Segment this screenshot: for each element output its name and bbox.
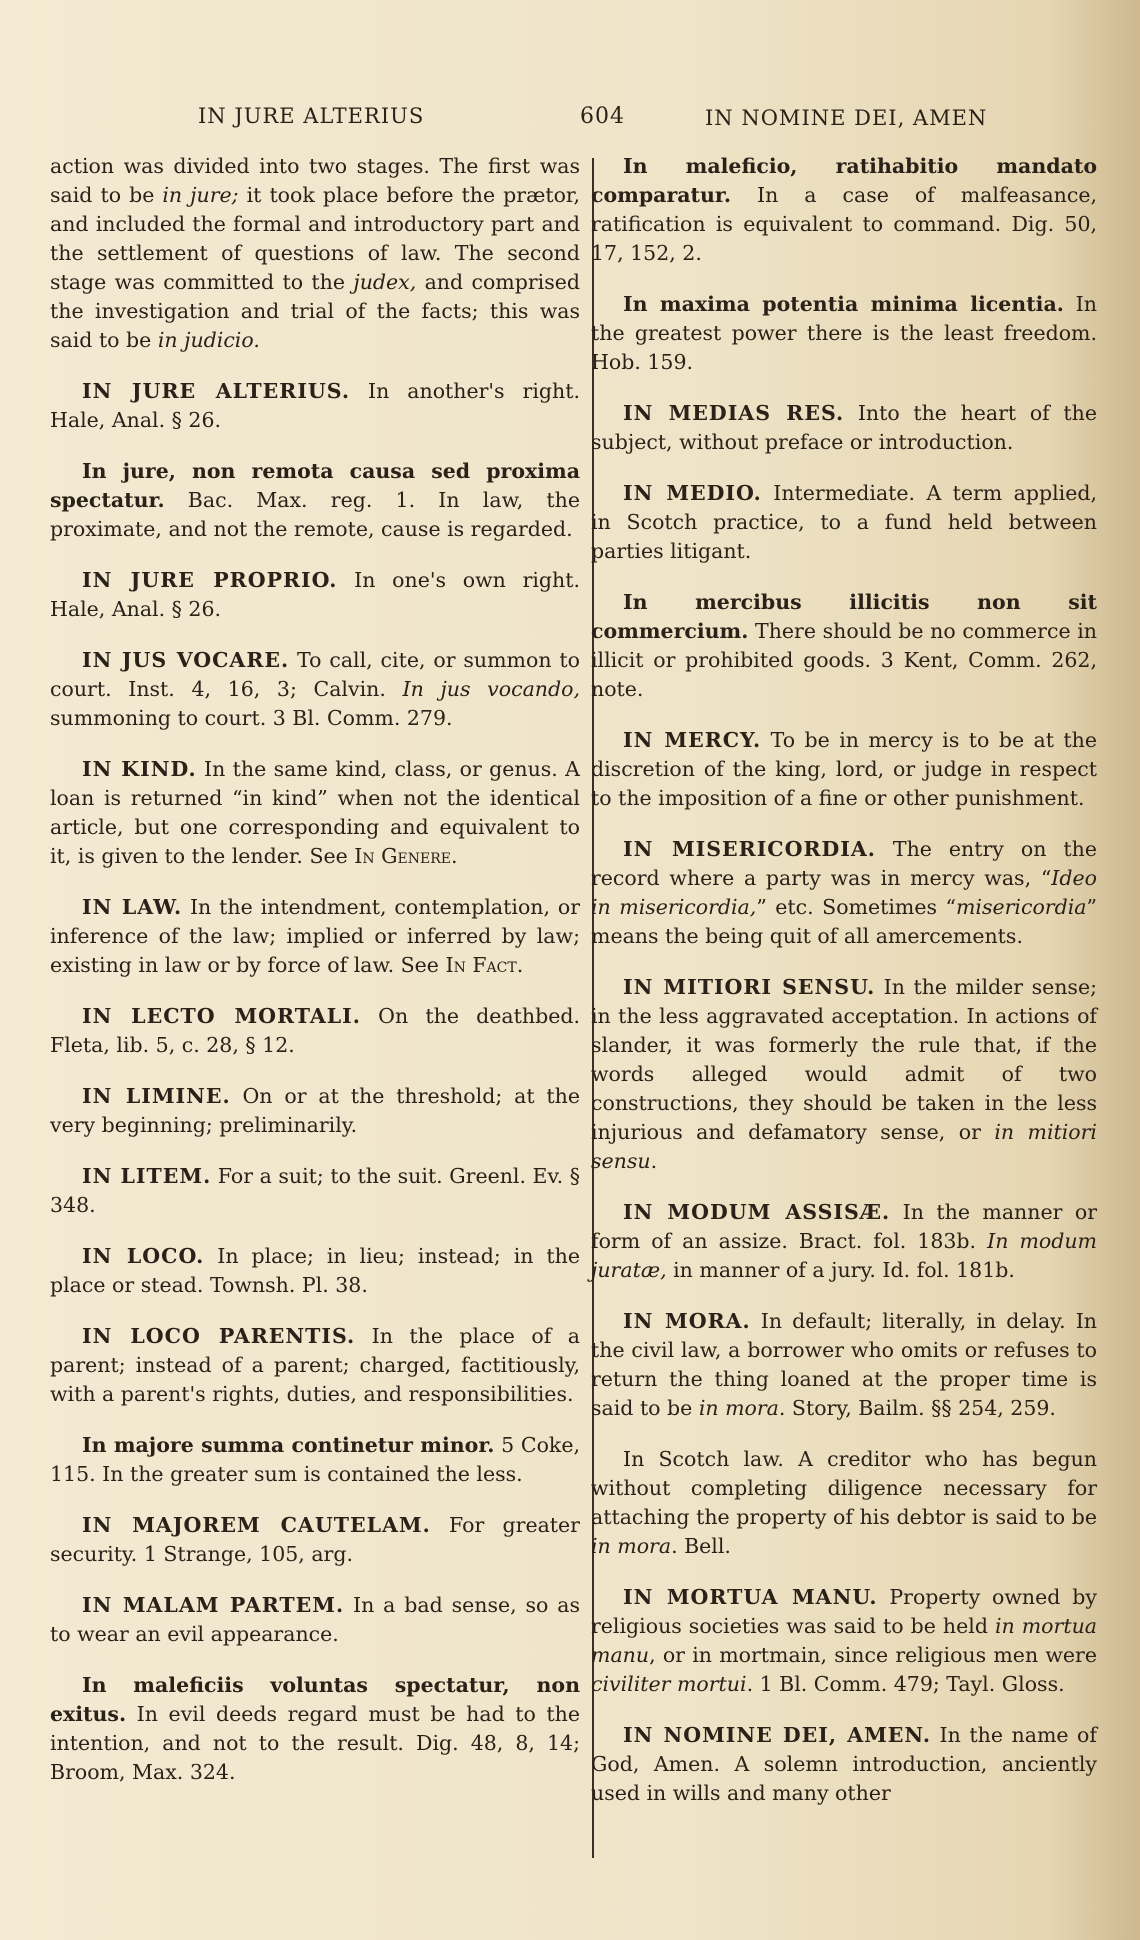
headword: IN MISERICORDIA. xyxy=(623,837,876,861)
entry-italic: judex, xyxy=(353,270,417,294)
headword: In maleficio, ratihabitio mandato comparatur. xyxy=(591,154,1097,207)
entry-in-modum-assisae xyxy=(577,1198,1097,1285)
entry-in-maleficiis xyxy=(50,1671,580,1787)
header-left-guideword: IN JURE ALTERIUS xyxy=(198,104,425,128)
entry-text: Bac. Max. reg. 1. In law, the proximate, and not the remote, cause is regarded. xyxy=(50,488,580,541)
headword: IN MODUM ASSISÆ. xyxy=(623,1200,891,1224)
cross-reference: In Genere xyxy=(354,844,451,868)
entry-text: In the manner or form of an assize. Bract. fol. 183b. xyxy=(591,1200,1097,1253)
entry-text: . Story, Bailm. §§ 254, 259. xyxy=(778,1396,1056,1420)
cross-reference: In Fact xyxy=(445,953,517,977)
headword: In maleficiis voluntas spectatur, non exitus. xyxy=(50,1673,580,1726)
entry-text: In a bad sense, so as to wear an evil appearance. xyxy=(50,1593,580,1646)
entry-in-medias-res xyxy=(577,399,1097,457)
entry-text: In default; literally, in delay. In the civil law, a borrower who omits or refuses to return the thing loaned at the proper time is said to be xyxy=(591,1309,1098,1420)
entry-text: In a case of malfeasance, ratification is equivalent to command. Dig. 50, 17, 152, 2. xyxy=(591,183,1097,265)
entry-in-jure-proprio xyxy=(50,566,580,624)
entry-text: On or at the threshold; at the very beginning; preliminarily. xyxy=(50,1084,581,1137)
headword: IN MORA. xyxy=(623,1309,751,1333)
entry-in-maleficio xyxy=(577,152,1097,268)
entry-text: In the place of a parent; instead of a parent; charged, factitiously, with a parent's rights, duties, and responsibilities. xyxy=(50,1324,580,1406)
entry-text: and comprised the investigation and trial of the facts; this was said to be xyxy=(50,270,580,352)
entry-text: There should be no commerce in illicit or prohibited goods. 3 Kent, Comm. 262, note. xyxy=(591,619,1097,701)
headword: IN MITIORI SENSU. xyxy=(623,975,876,999)
entry-text: In the milder sense; in the less aggravated acceptation. In actions of slander, it was formerly the rule that, if the words alleged would admit of two constructions, they should be taken in the less injurious and defamatory sense, or xyxy=(591,975,1097,1144)
entry-text: In the name of God, Amen. A solemn introduction, anciently used in wills and many other xyxy=(591,1723,1097,1805)
headword: IN LOCO PARENTIS. xyxy=(82,1324,356,1348)
entry-text: in manner of a jury. Id. fol. 181b. xyxy=(666,1258,1015,1282)
headword: IN LAW. xyxy=(82,895,183,919)
headword: IN LITEM. xyxy=(82,1164,212,1188)
headword: IN MORTUA MANU. xyxy=(623,1585,878,1609)
entry-in-misericordia xyxy=(577,835,1097,951)
headword: IN KIND. xyxy=(82,757,197,781)
entry-in-mora-scotch xyxy=(577,1445,1097,1561)
entry-text: In place; in lieu; instead; in the place or stead. Townsh. Pl. 38. xyxy=(50,1244,580,1297)
entry-in-lecto-mortali xyxy=(50,1002,580,1060)
entry-italic: civiliter mortui xyxy=(591,1672,747,1696)
page-number: 604 xyxy=(580,104,625,129)
headword: In majore summa continetur minor. xyxy=(82,1433,495,1457)
entry-text: . xyxy=(650,1149,658,1173)
entry-text: summoning to court. 3 Bl. Comm. 279. xyxy=(50,706,453,730)
entry-in-mitiori-sensu xyxy=(577,973,1097,1176)
entry-in-limine xyxy=(50,1082,580,1140)
entry-continuation xyxy=(50,152,580,355)
header-right-guideword: IN NOMINE DEI, AMEN xyxy=(705,106,988,130)
headword: IN LECTO MORTALI. xyxy=(82,1004,361,1028)
entry-text: In evil deeds regard must be had to the intention, and not to the result. Dig. 48, 8, 14; Broom, Max. 324. xyxy=(50,1702,580,1784)
entry-italic: Ideo in misericordia, xyxy=(591,866,1097,919)
entry-in-majore-summa xyxy=(50,1431,580,1489)
entry-in-medio xyxy=(577,479,1097,566)
headword: IN LOCO. xyxy=(82,1244,205,1268)
entry-text: it took place before the prætor, and included the formal and introductory part and the settlement of questions of law. The second stage was committed to the xyxy=(50,183,580,294)
entry-text: In the same kind, class, or genus. A loan is returned “in kind” when not the identical article, but one corresponding and equivalent to it, is given to the lender. See xyxy=(50,757,580,868)
headword: IN MEDIAS RES. xyxy=(623,401,845,425)
headword: In mercibus illicitis non sit commercium. xyxy=(591,590,1097,643)
entry-italic: in jure; xyxy=(162,183,239,207)
entry-text: In one's own right. Hale, Anal. § 26. xyxy=(50,568,581,621)
headword: IN MEDIO. xyxy=(623,481,762,505)
entry-text: To be in mercy is to be at the discretion of the king, lord, or judge in respect to the imposition of a fine or other punishment. xyxy=(591,728,1098,810)
entry-text: In Scotch law. A creditor who has begun without completing diligence necessary for attaching the property of his debtor is said to be xyxy=(591,1447,1097,1529)
entry-text: ” means the being quit of all amercements. xyxy=(591,895,1097,948)
entry-italic: in mora xyxy=(591,1534,672,1558)
entry-text: For greater security. 1 Strange, 105, arg. xyxy=(50,1513,580,1566)
entry-italic: in mitiori sensu xyxy=(591,1120,1097,1173)
headword: IN MERCY. xyxy=(623,728,762,752)
headword: IN JUS VOCARE. xyxy=(82,648,290,672)
entry-in-law xyxy=(50,893,580,980)
entry-in-mercy xyxy=(577,726,1097,813)
headword: IN JURE ALTERIUS. xyxy=(82,379,351,403)
headword: IN NOMINE DEI, AMEN. xyxy=(623,1723,931,1747)
entry-text: , or in mortmain, since religious men were xyxy=(649,1643,1097,1667)
entry-text: For a suit; to the suit. Greenl. Ev. § 348. xyxy=(50,1164,580,1217)
running-header xyxy=(0,98,1100,138)
entry-text: . xyxy=(450,844,458,868)
entry-text: On the deathbed. Fleta, lib. 5, c. 28, § 12. xyxy=(50,1004,580,1057)
entry-in-mercibus xyxy=(577,588,1097,704)
entry-text: In the intendment, contemplation, or inference of the law; implied or inferred by law; existing in law or by force of law. See xyxy=(50,895,581,977)
entry-text: 5 Coke, 115. In the greater sum is contained the less. xyxy=(50,1433,580,1486)
entry-in-mortua-manu xyxy=(577,1583,1097,1699)
entry-text: The entry on the record where a party was in mercy was, “ xyxy=(591,837,1097,890)
entry-text: . Bell. xyxy=(671,1534,731,1558)
entry-italic: in judicio. xyxy=(157,328,260,352)
headword: In jure, non remota causa sed proxima spectatur. xyxy=(50,459,580,512)
entry-in-loco xyxy=(50,1242,580,1300)
entry-text: Intermediate. A term applied, in Scotch practice, to a fund held between parties litigant. xyxy=(591,481,1097,563)
entry-italic: misericordia xyxy=(955,895,1087,919)
entry-text: . xyxy=(516,953,524,977)
entry-in-jus-vocare xyxy=(50,646,580,733)
entry-italic: In modum juratæ, xyxy=(591,1229,1097,1282)
entry-text: action was divided into two stages. The first was said to be xyxy=(50,154,580,207)
entry-italic: In jus vocando, xyxy=(402,677,580,701)
entry-text: In another's right. Hale, Anal. § 26. xyxy=(50,379,580,432)
entry-text: . 1 Bl. Comm. 479; Tayl. Gloss. xyxy=(746,1672,1065,1696)
right-column xyxy=(577,152,1097,1830)
entry-text: To call, cite, or summon to court. Inst. 4, 16, 3; Calvin. xyxy=(50,648,580,701)
entry-in-litem xyxy=(50,1162,580,1220)
left-column xyxy=(50,152,580,1809)
headword: In maxima potentia minima licentia. xyxy=(623,292,1064,316)
entry-text: Into the heart of the subject, without preface or introduction. xyxy=(591,401,1097,454)
entry-in-kind xyxy=(50,755,580,871)
entry-text: In the greatest power there is the least freedom. Hob. 159. xyxy=(591,292,1097,374)
entry-text: Property owned by religious societies was said to be held xyxy=(591,1585,1097,1638)
entry-in-nomine-dei xyxy=(577,1721,1097,1808)
entry-italic: in mora xyxy=(698,1396,779,1420)
headword: IN MALAM PARTEM. xyxy=(82,1593,345,1617)
entry-in-malam-partem xyxy=(50,1591,580,1649)
headword: IN JURE PROPRIO. xyxy=(82,568,338,592)
entry-in-jure-maxim xyxy=(50,457,580,544)
entry-in-jure-alterius xyxy=(50,377,580,435)
entry-in-majorem-cautelam xyxy=(50,1511,580,1569)
entry-in-maxima-potentia xyxy=(577,290,1097,377)
entry-in-mora xyxy=(577,1307,1097,1423)
entry-text: ” etc. Sometimes “ xyxy=(756,895,956,919)
entry-in-loco-parentis xyxy=(50,1322,580,1409)
headword: IN LIMINE. xyxy=(82,1084,231,1108)
entry-italic: in mortua manu xyxy=(591,1614,1097,1667)
headword: IN MAJOREM CAUTELAM. xyxy=(82,1513,431,1537)
